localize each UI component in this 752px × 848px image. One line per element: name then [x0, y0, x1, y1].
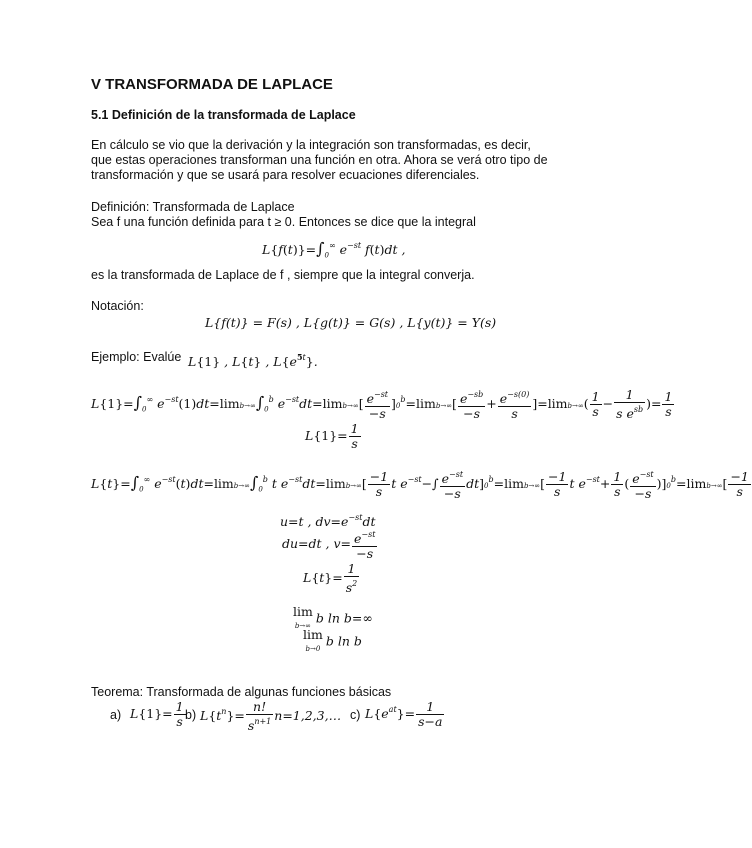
limit-1: lim b→∞ b ln b=∞: [293, 604, 373, 630]
intro-line-1: En cálculo se vio que la derivación y la integración son transformadas, es decir,: [91, 138, 531, 152]
theorem-item-b: $L\{t^n\}=$ $\frac{n!}{s^{n+1}}$ n=1,2,3,…: [200, 699, 342, 733]
notation-formula: L{f(t)} = F(s) , L{g(t)} = G(s) , L{y(t)} = Y(s): [205, 315, 497, 330]
definition-label: Definición: Transformada de Laplace: [91, 200, 295, 214]
limit-2: lim b→0 b ln b: [303, 627, 362, 653]
equation-laplace-of-1: $L\{1\}=\int_0^\infty$ $e^{-st}(1)dt=\lim b\to\infty\int_0^b$ $e^{-st}dt=\lim b\to\infty$[ $\frac{e^{-st}}{-s}$ ]$0^b=\lim b\to\infty$[ $\frac{e^{-sb}}{-s}$ + $\frac{e^{-s(0)}}{s}$ ]=limb→∞( $\frac{1}{s}$ − $\frac{1}{s e^{sb}}$ )= $\frac{1}{s}$: [91, 387, 673, 421]
intro-line-3: transformación y que se usará para resolver ecuaciones diferenciales.: [91, 168, 480, 182]
equation-laplace-of-1-result: L{1}= $\frac{1}{s}$: [305, 421, 359, 451]
section-heading: 5.1 Definición de la transformada de Laplace: [91, 108, 356, 122]
theorem-item-b-marker: b): [185, 708, 197, 722]
definition-formula: $L\{f(t)\}=\int_0^\infty$ $e^{-st}$ f(t)dt ,: [262, 239, 406, 260]
notation-label: Notación:: [91, 299, 144, 313]
equation-laplace-of-t: $L\{t\}=\int_0^\infty$ $e^{-st}(t)dt=\lim b\to\infty\int_0^b$ t $e^{-st}dt=\lim b\to\infty$[ $\frac{-1}{s}$ t $e^{-st}-\int$ $\frac{e^{-st}}{-s}$ $dt]0^b=\lim b\to\infty$[ $\frac{-1}{s}$ t $e^{-st}+$ $\frac{1}{s}$ ( $\frac{e^{-st}}{-s}$ )]$0^b=\lim b\to\infty$[ $\frac{-1}{s}$: [91, 469, 749, 501]
theorem-item-c: $L\{e^{at}\}=$ $\frac{1}{s-a}$: [365, 699, 443, 729]
example-label: Ejemplo: Evalúe: [91, 350, 182, 364]
parts-substitution-1: u=t , $dv=e^{-st}dt$: [280, 513, 376, 529]
example-list: L{1} , L{t} , $L\{e^{5t}\}$.: [188, 352, 318, 369]
theorem-item-c-marker: c): [350, 708, 361, 722]
intro-line-2: que estas operaciones transforman una función en otra. Ahora se verá otro tipo de: [91, 153, 548, 167]
definition-closing: es la transformada de Laplace de f , siempre que la integral converja.: [91, 268, 475, 282]
theorem-item-a-marker: a): [110, 708, 122, 722]
theorem-item-a: L{1}= $\frac{1}{s}$: [130, 699, 184, 729]
equation-laplace-of-t-result: L{t}= $\frac{1}{s^2}$: [303, 561, 358, 595]
theorem-label: Teorema: Transformada de algunas funciones básicas: [91, 685, 392, 699]
definition-sentence: Sea f una función definida para t ≥ 0. Entonces se dice que la integral: [91, 215, 476, 229]
chapter-title: V TRANSFORMADA DE LAPLACE: [91, 76, 333, 93]
parts-substitution-2: du=dt , v= $\frac{e^{-st}}{-s}$: [282, 530, 376, 561]
